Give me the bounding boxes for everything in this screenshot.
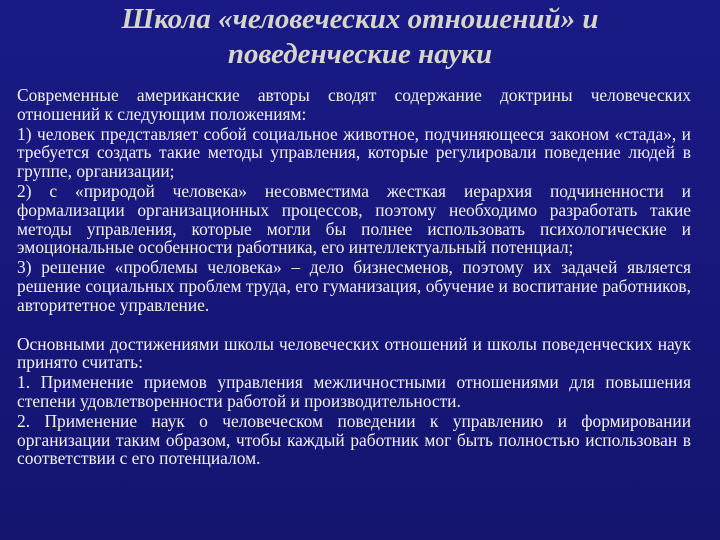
title-line-2: поведенческие науки [227,38,493,70]
point-3-paragraph: 3) решение «проблемы человека» – дело бизнесменов, поэтому их задачей является решение социальных проблем труда, его гуманизация, обучение и воспитание работников, авторитетное управление. [17,257,691,315]
slide-body [17,86,691,469]
achievement-2-paragraph: 2. Применение наук о человеческом поведении к управлению и формировании организации таким образом, чтобы каждый работник мог быть полностью использован в соответствии с его потенциалом. [17,410,691,469]
slide-title [60,2,660,72]
paragraph-spacer [17,316,691,335]
point-1-paragraph: 1) человек представляет собой социальное животное, подчиняющееся законом «стада», и требуется создать такие методы управления, которые регулировали поведение людей в группе, организации; [17,123,691,182]
title-line-1: Школа «человеческих отношений» и [121,3,599,35]
achievement-1-paragraph: 1. Применение приемов управления межличностными отношениями для повышения степени удовлетворенности работой и производительности. [17,372,691,411]
point-2-paragraph: 2) с «природой человека» несовместима жесткая иерархия подчиненности и формализации организационных процессов, поэтому необходимо разработать такие методы управления, которые могли бы полнее использовать психологические и эмоциональные особенности работника, его интеллектуальный потенциал; [17,180,691,258]
achievements-intro-paragraph: Основными достижениями школы человеческих отношений и школы поведенческих наук принято считать: [17,333,691,373]
intro-paragraph: Современные американские авторы сводят содержание доктрины человеческих отношений к следующим положениям: [17,85,691,124]
